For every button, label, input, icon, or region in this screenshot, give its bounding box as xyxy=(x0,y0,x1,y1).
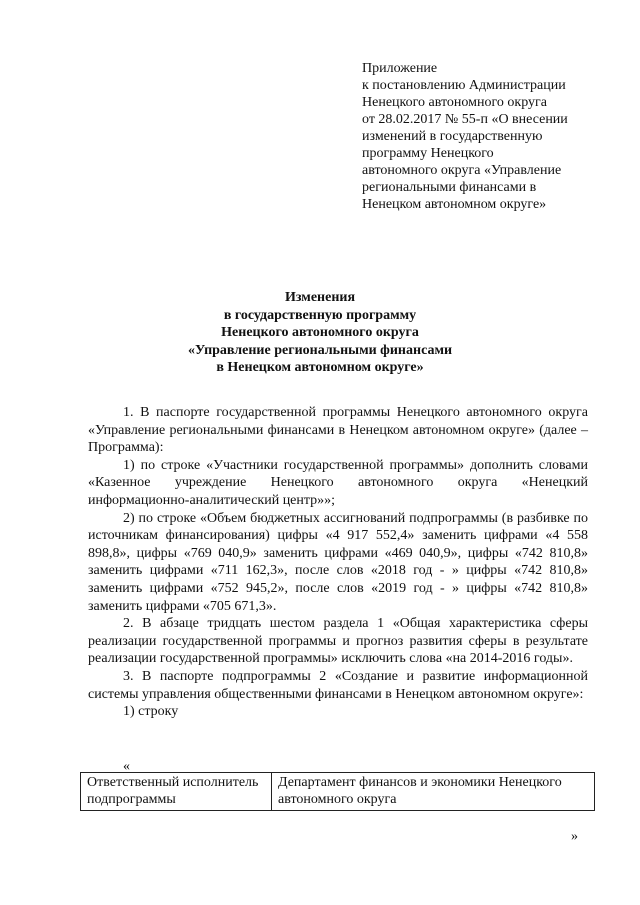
body-paragraph: 3. В паспорте подпрограммы 2 «Создание и развитие информационной системы управления общественными финансами в Ненецком автономном округе»: xyxy=(88,668,588,702)
appendix-line: Ненецком автономном округе» xyxy=(362,197,547,212)
table-row xyxy=(81,773,595,811)
appendix-line: региональными финансами в xyxy=(362,180,537,195)
appendix-line: программу Ненецкого xyxy=(362,146,494,161)
document-body xyxy=(88,404,588,721)
title-line: в Ненецком автономном округе» xyxy=(216,360,424,375)
body-paragraph: 1. В паспорте государственной программы Ненецкого автономного округа «Управление региональными финансами в Ненецком автономном округе» (далее – Программа): xyxy=(88,405,588,456)
passport-row-table xyxy=(80,772,595,811)
body-paragraph: 1) по строке «Участники государственной программы» дополнить словами «Казенное учреждение Ненецкого автономного округа «Ненецкий информационно-аналитический центр»»; xyxy=(88,457,588,508)
body-paragraph: 1) строку xyxy=(123,704,179,720)
appendix-line: от 28.02.2017 № 55-п «О внесении xyxy=(362,112,568,127)
opening-quote-mark: « xyxy=(123,759,130,774)
body-paragraph: 2) по строке «Объем бюджетных ассигнований подпрограммы (в разбивке по источникам финансирования) цифры «4 917 552,4» заменить цифрами «4 558 898,8», цифры «769 040,9» заменить цифрами «469 040,9», цифры «742 810,8» заменить цифрами «711 162,3», после слов «2018 год - » цифры «742 810,8» заменить цифрами «752 945,2», после слов «2019 год - » цифры «742 810,8» заменить цифрами «705 671,3». xyxy=(88,510,588,614)
title-line: «Управление региональными финансами xyxy=(187,342,453,358)
table-cell-label: Ответственный исполнитель подпрограммы xyxy=(81,773,272,811)
appendix-line: изменений в государственную xyxy=(362,129,543,144)
appendix-line: автономного округа «Управление xyxy=(362,163,562,178)
title-line: в государственную программу xyxy=(223,307,417,323)
table-cell-value: Департамент финансов и экономики Ненецкого автономного округа xyxy=(272,773,595,811)
title-line: Изменения xyxy=(284,290,356,305)
appendix-header xyxy=(362,60,612,213)
appendix-line: Приложение xyxy=(362,61,438,76)
document-title xyxy=(0,289,640,377)
body-paragraph: 2. В абзаце тридцать шестом раздела 1 «Общая характеристика сферы реализации государственной программы и прогноз развития сферы в результате реализации государственной программы» исключить слова «на 2014-2016 годы». xyxy=(88,616,588,667)
title-line: Ненецкого автономного округа xyxy=(221,325,419,340)
appendix-line: Ненецкого автономного округа xyxy=(362,95,547,110)
appendix-line: к постановлению Администрации xyxy=(362,78,566,93)
closing-quote-mark: » xyxy=(571,829,578,844)
